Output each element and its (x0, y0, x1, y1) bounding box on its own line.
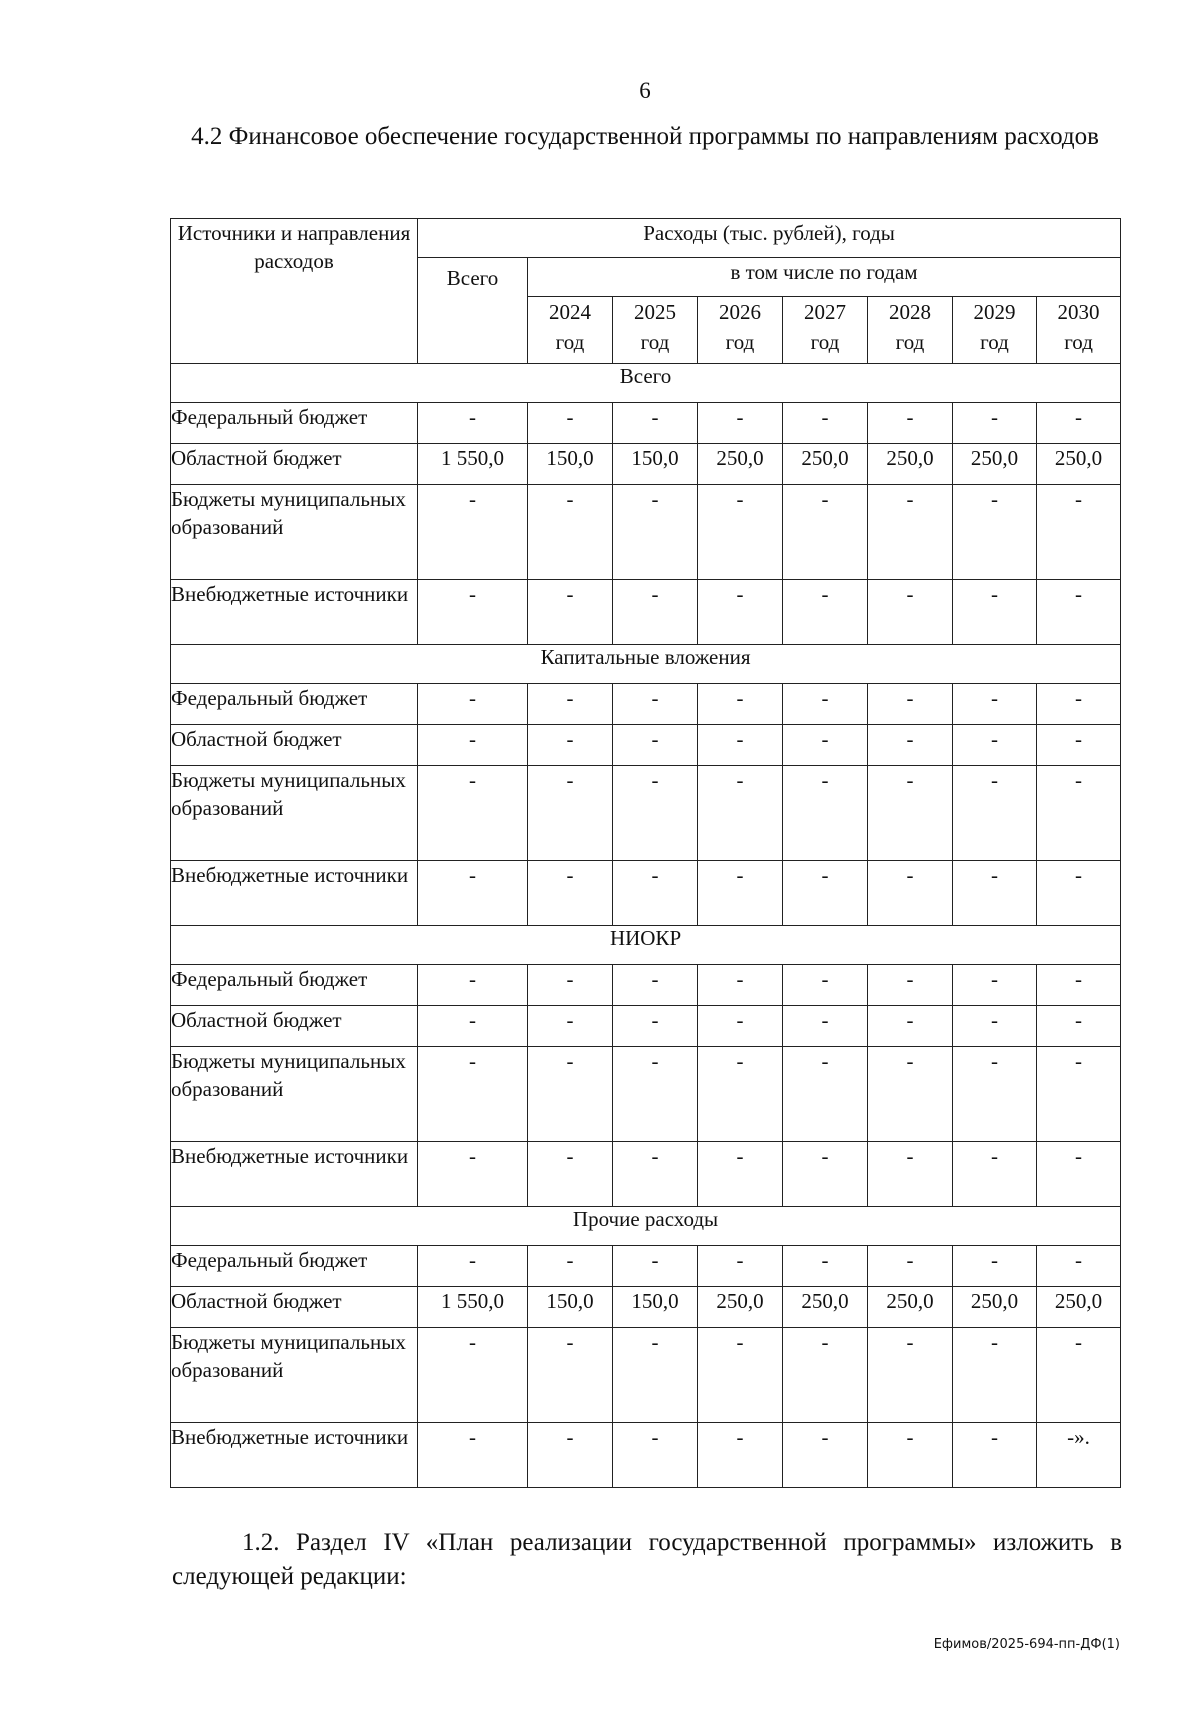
cell-year-value: - (528, 1142, 613, 1207)
cell-year-value: - (953, 725, 1037, 766)
cell-year-value: - (698, 725, 783, 766)
cell-year-value: - (698, 861, 783, 926)
cell-year-value: - (868, 965, 953, 1006)
cell-year-value: - (698, 403, 783, 444)
row-source: Бюджеты муниципальных образований (171, 1047, 418, 1142)
row-source: Федеральный бюджет (171, 684, 418, 725)
table-row (171, 403, 1121, 444)
header-total: Всего (418, 258, 528, 364)
header-year (953, 297, 1037, 364)
cell-year-value: - (1037, 684, 1121, 725)
cell-year-value: - (1037, 965, 1121, 1006)
cell-year-value: - (613, 766, 698, 861)
cell-year-value: - (1037, 1006, 1121, 1047)
cell-year-value: - (868, 1423, 953, 1488)
cell-year-value: - (783, 580, 868, 645)
table-header (171, 219, 1121, 364)
cell-year-value: - (783, 965, 868, 1006)
cell-year-value: - (528, 1047, 613, 1142)
cell-year-value: - (783, 861, 868, 926)
cell-year-value: - (528, 965, 613, 1006)
cell-year-value: - (953, 766, 1037, 861)
table-row (171, 485, 1121, 580)
header-year-unit: год (895, 330, 925, 354)
cell-year-value: - (783, 766, 868, 861)
cell-year-value: - (528, 1328, 613, 1423)
table-row (171, 1006, 1121, 1047)
cell-year-value: - (698, 1246, 783, 1287)
cell-year-value: - (613, 1142, 698, 1207)
row-source: Федеральный бюджет (171, 965, 418, 1006)
cell-year-value: 250,0 (868, 444, 953, 485)
header-year (868, 297, 953, 364)
cell-total: 1 550,0 (418, 444, 528, 485)
cell-year-value: 250,0 (953, 444, 1037, 485)
cell-year-value: 150,0 (528, 1287, 613, 1328)
cell-year-value: 250,0 (783, 1287, 868, 1328)
row-source: Федеральный бюджет (171, 1246, 418, 1287)
cell-year-value: 150,0 (613, 1287, 698, 1328)
amendment-paragraph: 1.2. Раздел IV «План реализации государственной программы» изложить в следующей редакции: (172, 1529, 1122, 1590)
header-year-number: 2024 (549, 300, 591, 324)
header-year-unit: год (1064, 330, 1093, 354)
header-year-unit: год (725, 330, 755, 354)
cell-year-value: 250,0 (1037, 444, 1121, 485)
header-year-unit: год (555, 330, 585, 354)
row-source: Бюджеты муниципальных образований (171, 766, 418, 861)
table-row (171, 684, 1121, 725)
cell-year-value: - (613, 965, 698, 1006)
cell-total: - (418, 1328, 528, 1423)
cell-year-value: - (953, 684, 1037, 725)
financing-table (170, 218, 1121, 1488)
cell-year-value: - (868, 725, 953, 766)
cell-year-value: - (953, 965, 1037, 1006)
row-source: Внебюджетные источники (171, 1142, 418, 1207)
section-title: Всего (171, 364, 1121, 403)
table-row (171, 725, 1121, 766)
cell-year-value: - (953, 1423, 1037, 1488)
cell-year-value: - (783, 485, 868, 580)
cell-year-value: 250,0 (868, 1287, 953, 1328)
cell-year-value: - (1037, 1246, 1121, 1287)
cell-year-value: - (613, 485, 698, 580)
cell-total: - (418, 684, 528, 725)
cell-year-value: - (1037, 485, 1121, 580)
cell-year-value: - (953, 1246, 1037, 1287)
cell-year-value: 250,0 (698, 444, 783, 485)
cell-year-value: - (1037, 580, 1121, 645)
cell-total: - (418, 1006, 528, 1047)
cell-total: - (418, 1423, 528, 1488)
cell-year-value: - (1037, 1142, 1121, 1207)
header-by-years: в том числе по годам (528, 258, 1121, 297)
cell-year-value: - (868, 580, 953, 645)
header-year-number: 2025 (634, 300, 676, 324)
cell-year-value: - (868, 684, 953, 725)
cell-year-value: - (1037, 403, 1121, 444)
cell-year-value: - (953, 485, 1037, 580)
cell-year-value: - (868, 1047, 953, 1142)
row-source: Внебюджетные источники (171, 1423, 418, 1488)
cell-total: 1 550,0 (418, 1287, 528, 1328)
cell-total: - (418, 1246, 528, 1287)
header-year (528, 297, 613, 364)
cell-total: - (418, 580, 528, 645)
page-number: 6 (639, 78, 651, 103)
cell-year-value: - (698, 684, 783, 725)
header-year-unit: год (810, 330, 840, 354)
cell-year-value: - (698, 485, 783, 580)
cell-year-value: - (528, 861, 613, 926)
cell-year-value: - (613, 1006, 698, 1047)
document-stamp: Ефимов/2025-694-пп-ДФ(1) (933, 1637, 1120, 1652)
table-row (171, 1328, 1121, 1423)
cell-total: - (418, 403, 528, 444)
header-year-number: 2028 (889, 300, 931, 324)
header-year (1037, 297, 1121, 364)
row-source: Бюджеты муниципальных образований (171, 1328, 418, 1423)
cell-year-value: - (953, 403, 1037, 444)
cell-year-value: - (953, 1328, 1037, 1423)
cell-year-value: - (698, 766, 783, 861)
header-year (613, 297, 698, 364)
header-year-unit: год (640, 330, 670, 354)
cell-year-value: - (953, 580, 1037, 645)
cell-year-value: - (698, 1047, 783, 1142)
cell-year-value: - (953, 1047, 1037, 1142)
cell-year-value: - (783, 1328, 868, 1423)
cell-year-value: - (698, 580, 783, 645)
cell-year-value: - (528, 1006, 613, 1047)
header-sources: Источники и направления расходов (171, 219, 418, 364)
cell-total: - (418, 965, 528, 1006)
cell-year-value: - (783, 684, 868, 725)
section-title: Прочие расходы (171, 1207, 1121, 1246)
table-body (171, 364, 1121, 1488)
cell-year-value: - (613, 1047, 698, 1142)
cell-year-value: - (528, 1246, 613, 1287)
cell-year-value: - (953, 1006, 1037, 1047)
cell-year-value: - (868, 1246, 953, 1287)
cell-year-value: - (613, 580, 698, 645)
cell-year-value: 250,0 (783, 444, 868, 485)
table-row (171, 1142, 1121, 1207)
header-year-number: 2026 (719, 300, 761, 324)
cell-year-value: - (868, 861, 953, 926)
cell-year-value: - (783, 1047, 868, 1142)
cell-year-value: - (1037, 861, 1121, 926)
cell-year-value: - (528, 725, 613, 766)
cell-year-value: - (953, 1142, 1037, 1207)
cell-year-value: - (613, 403, 698, 444)
row-source: Областной бюджет (171, 1287, 418, 1328)
table-row (171, 1287, 1121, 1328)
cell-year-value: - (528, 580, 613, 645)
cell-total: - (418, 766, 528, 861)
table-row (171, 1423, 1121, 1488)
cell-year-value: - (1037, 1047, 1121, 1142)
cell-year-value: - (783, 1246, 868, 1287)
cell-year-value: - (698, 1423, 783, 1488)
cell-year-value: - (528, 766, 613, 861)
table-row (171, 766, 1121, 861)
cell-year-value: - (528, 403, 613, 444)
cell-year-value: - (613, 1246, 698, 1287)
table-row (171, 444, 1121, 485)
section-title: НИОКР (171, 926, 1121, 965)
row-source: Внебюджетные источники (171, 580, 418, 645)
section-title: Капитальные вложения (171, 645, 1121, 684)
cell-year-value: - (783, 1006, 868, 1047)
cell-year-value: - (613, 1328, 698, 1423)
cell-year-value: 150,0 (528, 444, 613, 485)
header-year-number: 2027 (804, 300, 846, 324)
cell-total: - (418, 861, 528, 926)
cell-year-value: - (613, 861, 698, 926)
cell-year-value: - (613, 684, 698, 725)
cell-year-value: - (783, 403, 868, 444)
cell-year-value: - (868, 1006, 953, 1047)
table-row (171, 965, 1121, 1006)
cell-year-value: - (698, 1142, 783, 1207)
row-source: Федеральный бюджет (171, 403, 418, 444)
cell-year-value: 250,0 (1037, 1287, 1121, 1328)
header-year (698, 297, 783, 364)
cell-year-value: 150,0 (613, 444, 698, 485)
cell-year-value: -». (1037, 1423, 1121, 1488)
cell-year-value: - (783, 725, 868, 766)
row-source: Областной бюджет (171, 725, 418, 766)
cell-year-value: - (613, 1423, 698, 1488)
cell-year-value: - (953, 861, 1037, 926)
cell-year-value: - (613, 725, 698, 766)
cell-year-value: - (698, 1328, 783, 1423)
cell-year-value: - (1037, 1328, 1121, 1423)
cell-year-value: - (783, 1142, 868, 1207)
header-year-unit: год (980, 330, 1009, 354)
cell-total: - (418, 1142, 528, 1207)
cell-year-value: - (528, 684, 613, 725)
cell-year-value: 250,0 (698, 1287, 783, 1328)
row-source: Бюджеты муниципальных образований (171, 485, 418, 580)
table-row (171, 861, 1121, 926)
section-heading: 4.2 Финансовое обеспечение государственной программы по направлениям расходов (191, 123, 1099, 150)
table-row (171, 1246, 1121, 1287)
table-row (171, 1047, 1121, 1142)
header-year-number: 2030 (1057, 300, 1100, 324)
cell-total: - (418, 725, 528, 766)
cell-year-value: - (528, 1423, 613, 1488)
cell-year-value: - (528, 485, 613, 580)
cell-year-value: - (868, 1328, 953, 1423)
row-source: Внебюджетные источники (171, 861, 418, 926)
row-source: Областной бюджет (171, 444, 418, 485)
header-year (783, 297, 868, 364)
cell-year-value: - (783, 1423, 868, 1488)
cell-year-value: 250,0 (953, 1287, 1037, 1328)
cell-total: - (418, 1047, 528, 1142)
table-row (171, 580, 1121, 645)
cell-year-value: - (1037, 725, 1121, 766)
cell-year-value: - (698, 1006, 783, 1047)
cell-year-value: - (868, 766, 953, 861)
cell-year-value: - (1037, 766, 1121, 861)
header-year-number: 2029 (973, 300, 1016, 324)
row-source: Областной бюджет (171, 1006, 418, 1047)
cell-total: - (418, 485, 528, 580)
cell-year-value: - (698, 965, 783, 1006)
header-expenses: Расходы (тыс. рублей), годы (418, 219, 1121, 258)
cell-year-value: - (868, 1142, 953, 1207)
cell-year-value: - (868, 403, 953, 444)
cell-year-value: - (868, 485, 953, 580)
